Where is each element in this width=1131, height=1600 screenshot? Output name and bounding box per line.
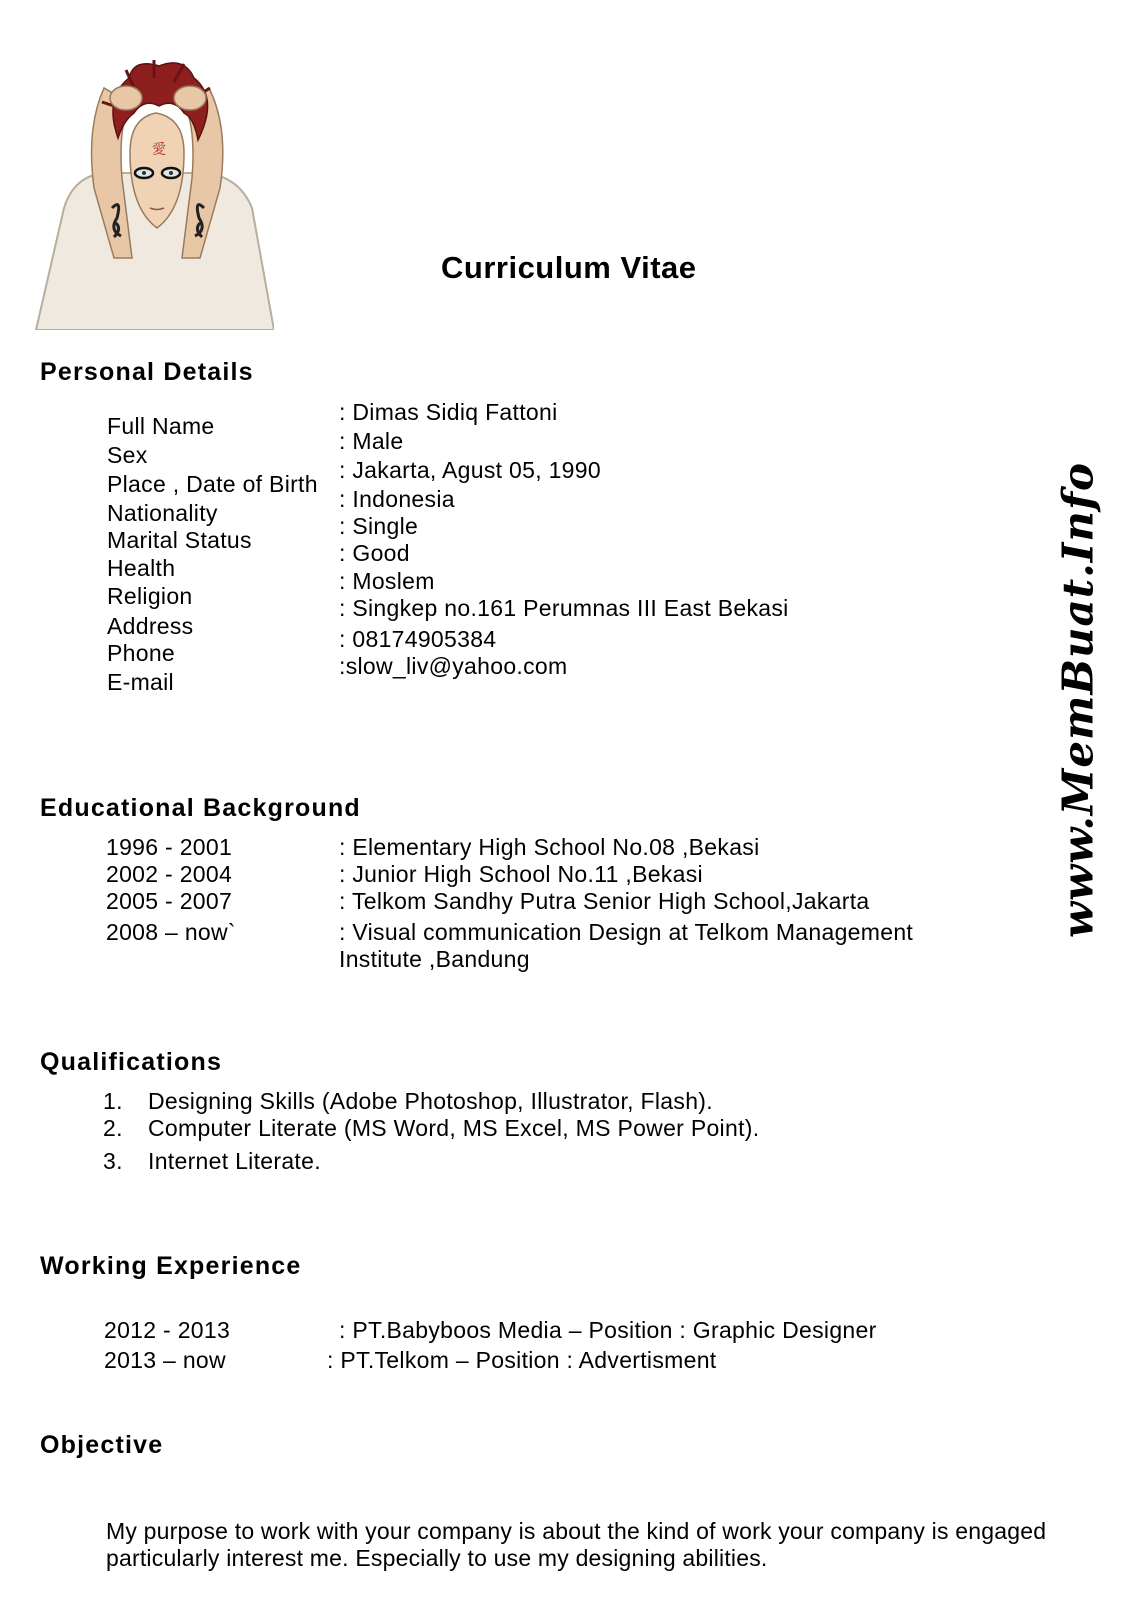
- label-place-date-of-birth: Place , Date of Birth: [107, 471, 318, 497]
- qualification-number: 3.: [103, 1148, 123, 1174]
- value-health: : Good: [339, 540, 410, 566]
- label-health: Health: [107, 555, 176, 581]
- education-year: 2005 - 2007: [106, 888, 233, 914]
- education-year: 1996 - 2001: [106, 834, 233, 860]
- education-year: 2008 – now`: [106, 919, 236, 945]
- qualification-item: Computer Literate (MS Word, MS Excel, MS Power Point).: [148, 1115, 760, 1141]
- value-religion: : Moslem: [339, 568, 435, 594]
- qualification-number: 1.: [103, 1088, 123, 1114]
- work-year: 2013 – now: [104, 1347, 226, 1373]
- work-position: : PT.Telkom – Position : Advertisment: [327, 1347, 717, 1373]
- value-phone: : 08174905384: [339, 626, 497, 652]
- label-full-name: Full Name: [107, 413, 215, 439]
- education-school: : Elementary High School No.08 ,Bekasi: [339, 834, 760, 860]
- label-marital-status: Marital Status: [107, 527, 252, 553]
- qualification-number: 2.: [103, 1115, 123, 1141]
- working-experience-heading: Working Experience: [40, 1252, 302, 1280]
- personal-details-heading: Personal Details: [40, 358, 254, 386]
- label-sex: Sex: [107, 442, 148, 468]
- education-school: : Junior High School No.11 ,Bekasi: [339, 861, 703, 887]
- qualification-item: Internet Literate.: [148, 1148, 321, 1174]
- education-school-continuation: Institute ,Bandung: [339, 946, 530, 972]
- label-religion: Religion: [107, 583, 193, 609]
- label-phone: Phone: [107, 640, 176, 666]
- objective-text: My purpose to work with your company is about the kind of work your company is engaged particularly interest me. Especially to use my designing abilities.: [106, 1518, 1047, 1571]
- education-year: 2002 - 2004: [106, 861, 233, 887]
- profile-photo: [34, 58, 274, 330]
- value-email: :slow_liv@yahoo.com: [339, 653, 568, 679]
- qualifications-heading: Qualifications: [40, 1048, 223, 1076]
- label-address: Address: [107, 613, 194, 639]
- value-nationality: : Indonesia: [339, 486, 455, 512]
- value-place-date-of-birth: : Jakarta, Agust 05, 1990: [339, 457, 601, 483]
- qualification-item: Designing Skills (Adobe Photoshop, Illustrator, Flash).: [148, 1088, 713, 1114]
- education-school: : Telkom Sandhy Putra Senior High School,Jakarta: [339, 888, 870, 914]
- page-title: Curriculum Vitae: [441, 250, 697, 285]
- objective-heading: Objective: [40, 1431, 164, 1459]
- work-position: : PT.Babyboos Media – Position : Graphic Designer: [339, 1317, 877, 1343]
- label-email: E-mail: [107, 669, 174, 695]
- watermark-text: www.MemBuat.Info: [1053, 461, 1103, 939]
- work-year: 2012 - 2013: [104, 1317, 231, 1343]
- value-address: : Singkep no.161 Perumnas III East Bekasi: [339, 595, 789, 621]
- value-sex: : Male: [339, 428, 404, 454]
- education-school: : Visual communication Design at Telkom Management: [339, 919, 914, 945]
- watermark: [1018, 455, 1131, 945]
- svg-text:愛: 愛: [152, 142, 166, 158]
- value-marital-status: : Single: [339, 513, 419, 539]
- education-heading: Educational Background: [40, 794, 361, 822]
- value-full-name: : Dimas Sidiq Fattoni: [339, 399, 558, 425]
- label-nationality: Nationality: [107, 500, 218, 526]
